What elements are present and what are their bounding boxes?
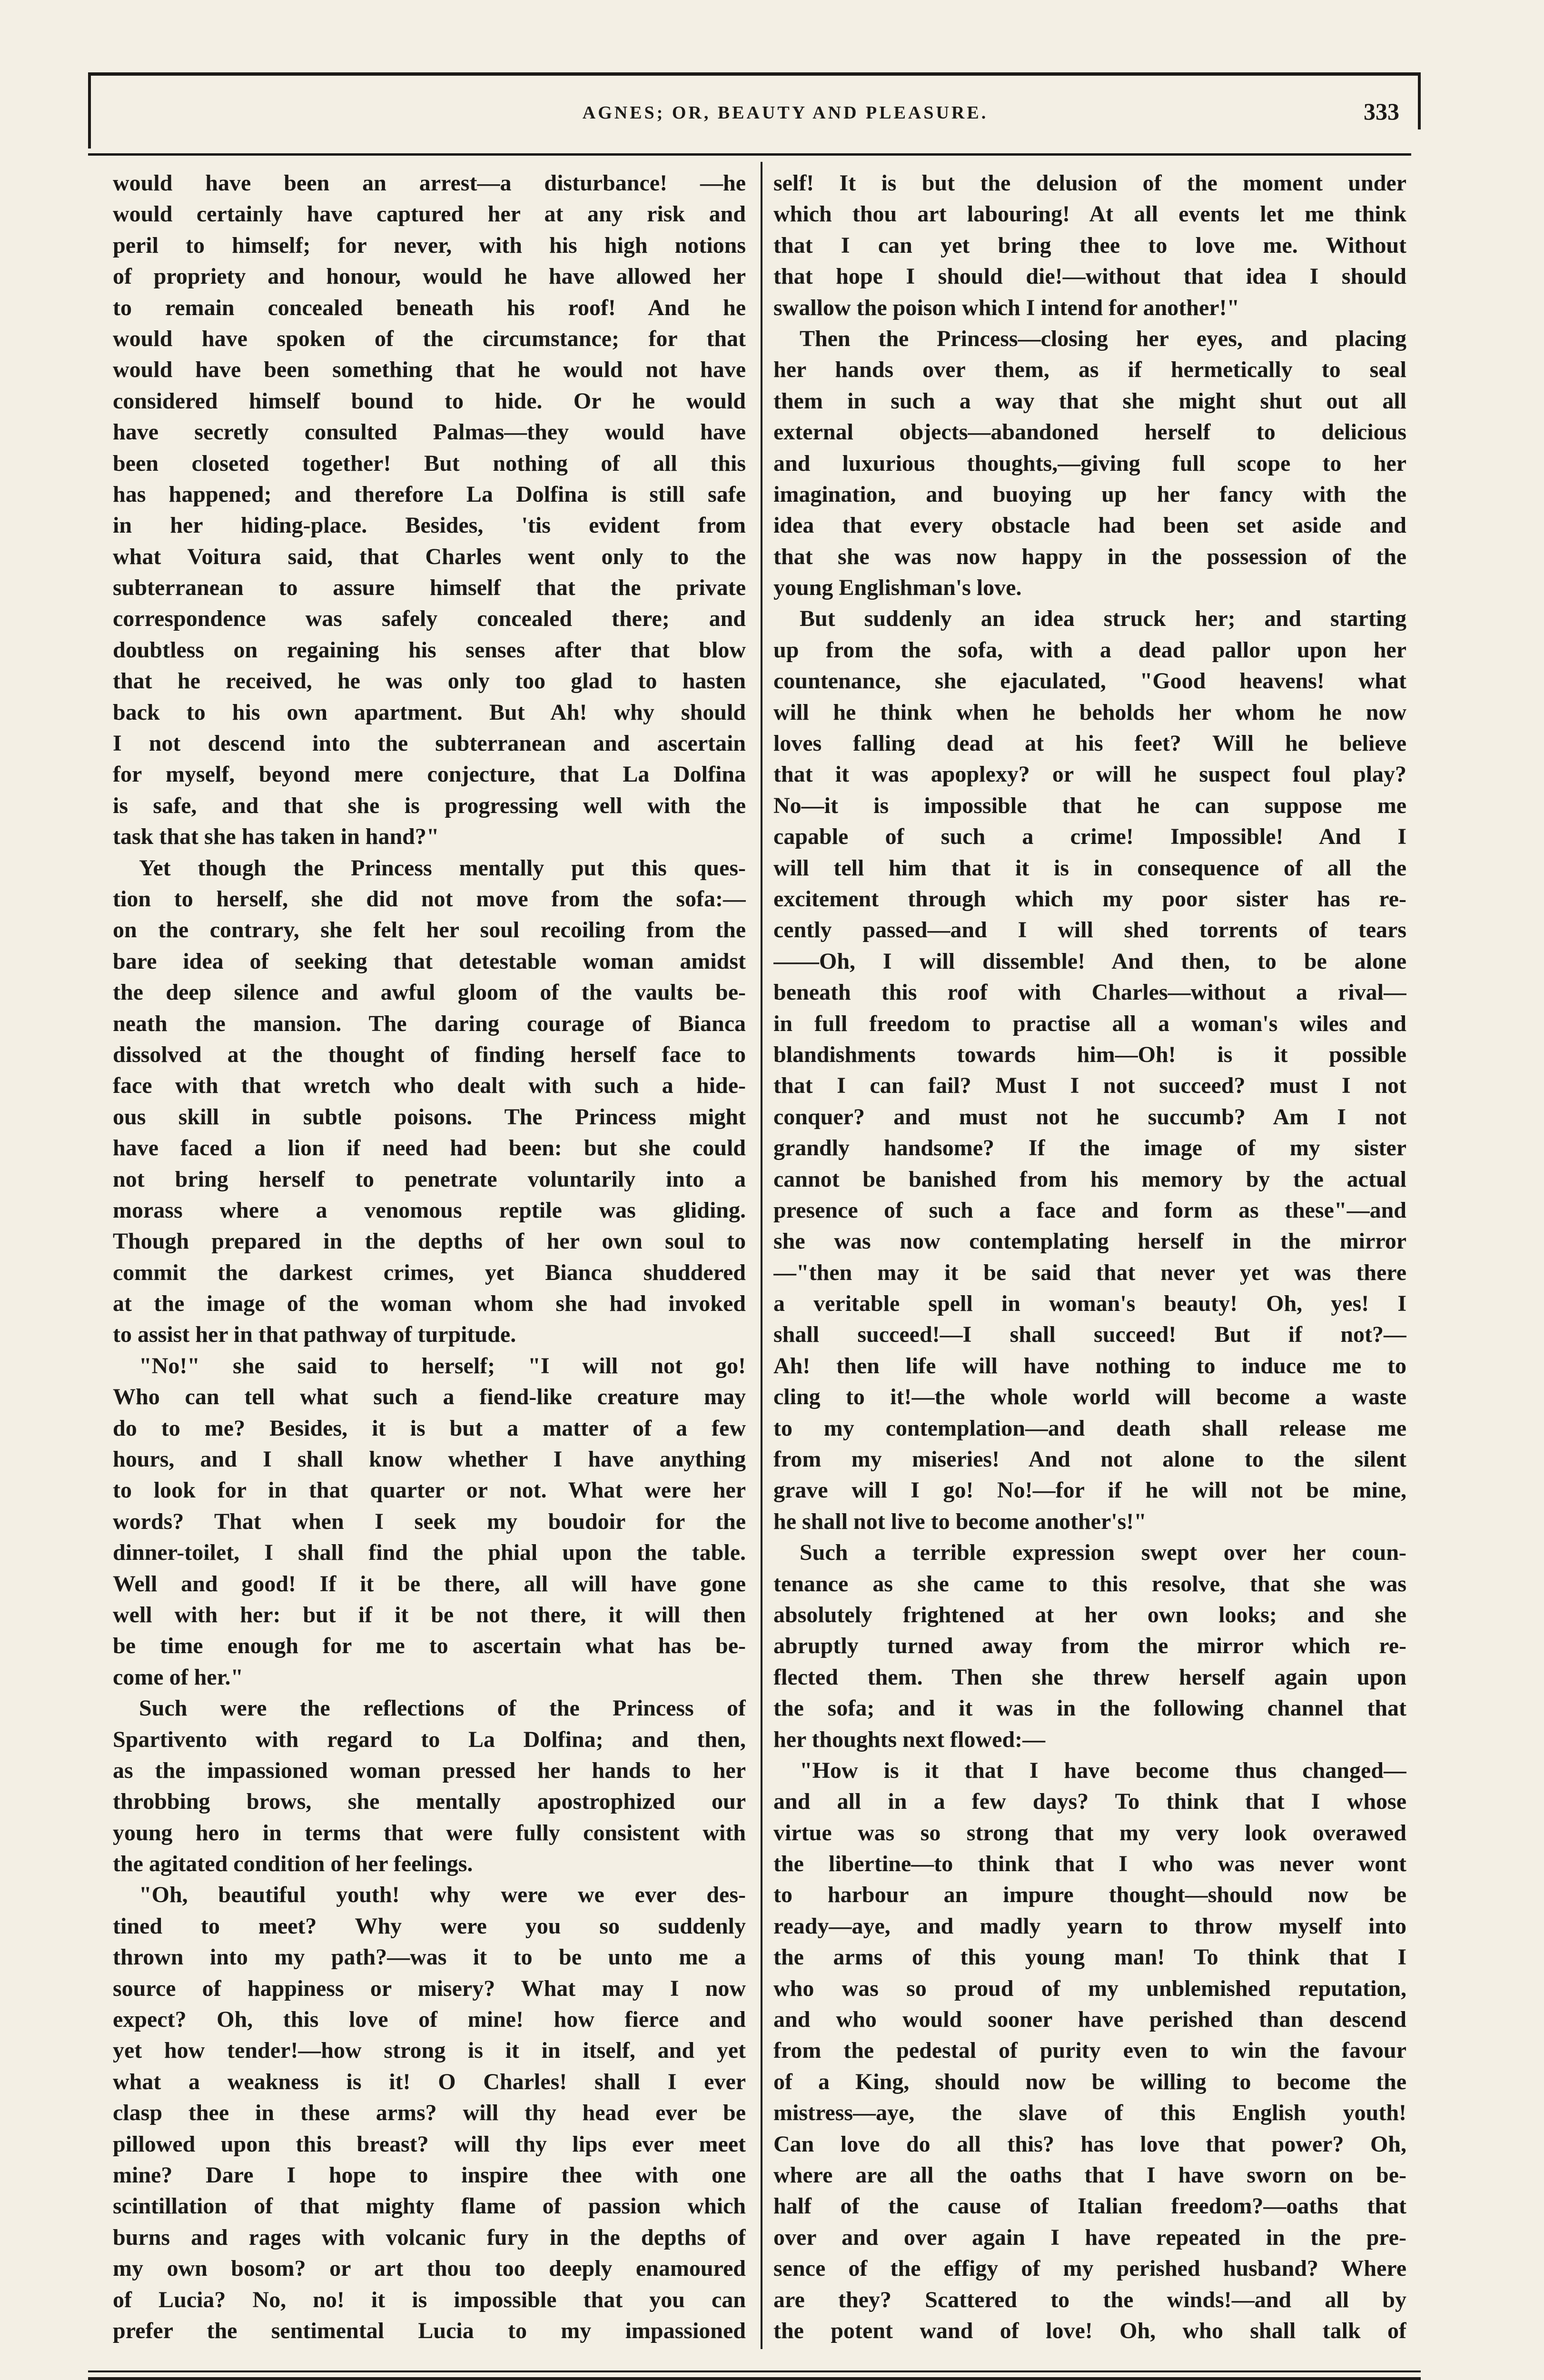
text-line: up from the sofa, with a dead pallor upon her [773, 637, 1406, 663]
text-line: half of the cause of Italian freedom?—oaths that [773, 2193, 1406, 2219]
text-line: my own bosom? or art thou too deeply enamoured [113, 2256, 746, 2281]
text-line: ous skill in subtle poisons. The Princess might [113, 1104, 746, 1130]
right-frame-edge [1418, 72, 1421, 129]
text-line: sence of the effigy of my perished husband? Where [773, 2256, 1406, 2281]
text-line: over and over again I have repeated in the pre- [773, 2224, 1406, 2250]
text-line: not bring herself to penetrate voluntarily into a [113, 1166, 746, 1192]
text-line: conquer? and must not he succumb? Am I not [773, 1104, 1406, 1130]
running-title: AGNES; OR, BEAUTY AND PLEASURE. [582, 103, 989, 123]
text-line: young Englishman's love. [773, 575, 1022, 601]
text-line: would have been an arrest—a disturbance! —he [113, 170, 746, 196]
text-line: Can love do all this? has love that power? Oh, [773, 2131, 1406, 2157]
text-line: in full freedom to practise all a woman's wiles and [773, 1011, 1406, 1036]
text-line: tion to herself, she did not move from the sofa:— [113, 886, 746, 912]
text-line: the potent wand of love! Oh, who shall talk of [773, 2318, 1406, 2343]
text-line: source of happiness or misery? What may I now [113, 1975, 746, 2001]
text-line: idea that every obstacle had been set aside and [773, 513, 1406, 538]
text-line: Well and good! If it be there, all will have gone [113, 1571, 746, 1597]
text-line: mine? Dare I hope to inspire thee with one [113, 2162, 746, 2188]
text-line: are they? Scattered to the winds!—and all by [773, 2287, 1406, 2312]
header-rule [88, 153, 1411, 156]
text-line: of propriety and honour, would he have allowed her [113, 264, 746, 289]
text-line: dissolved at the thought of finding herself face to [113, 1041, 746, 1067]
text-line: that he received, he was only too glad to hasten [113, 668, 746, 694]
text-line: clasp thee in these arms? will thy head ever be [113, 2100, 746, 2126]
text-line: young hero in terms that were fully consistent with [113, 1820, 746, 1845]
text-line: hours, and I shall know whether I have anything [113, 1447, 746, 1472]
text-line: words? That when I seek my boudoir for the [113, 1508, 746, 1534]
text-line: as the impassioned woman pressed her hands to her [113, 1757, 746, 1783]
text-line: throbbing brows, she mentally apostrophized our [113, 1789, 746, 1815]
text-line: burns and rages with volcanic fury in the depths of [113, 2224, 746, 2250]
text-line: doubtless on regaining his senses after that blow [113, 637, 746, 663]
text-line: Though prepared in the depths of her own soul to [113, 1229, 746, 1254]
left-frame-edge [88, 72, 91, 149]
text-line: cling to it!—the whole world will become a waste [773, 1384, 1406, 1410]
text-line: he shall not live to become another's!" [773, 1508, 1147, 1534]
text-line: expect? Oh, this love of mine! how fierce and [113, 2007, 746, 2033]
paragraph-start: But suddenly an idea struck her; and starting [800, 606, 1406, 632]
text-line: cently passed—and I will shed torrents of tears [773, 917, 1406, 943]
column-divider [761, 162, 762, 2349]
text-line: ——Oh, I will dissemble! And then, to be alone [773, 948, 1406, 974]
text-line: her thoughts next flowed:— [773, 1726, 1046, 1752]
text-line: come of her." [113, 1664, 244, 1690]
text-line: that it was apoplexy? or will he suspect foul play? [773, 762, 1406, 787]
text-line: a veritable spell in woman's beauty! Oh, yes! I [773, 1291, 1406, 1317]
text-line: be time enough for me to ascertain what has be- [113, 1633, 746, 1659]
paragraph-start: Yet though the Princess mentally put this ques- [139, 855, 746, 881]
right-column [773, 168, 1406, 2346]
text-line: that I can yet bring thee to love me. Without [773, 232, 1406, 258]
text-line: tined to meet? Why were you so suddenly [113, 1913, 746, 1939]
text-line: the sofa; and it was in the following channel that [773, 1696, 1406, 1721]
text-line: she was now contemplating herself in the mirror [773, 1229, 1406, 1254]
text-line: to remain concealed beneath his roof! And he [113, 295, 746, 320]
text-line: absolutely frightened at her own looks; and she [773, 1602, 1406, 1627]
paragraph-start: "How is it that I have become thus changed— [800, 1757, 1406, 1783]
text-line: shall succeed!—I shall succeed! But if not?— [773, 1322, 1406, 1348]
text-line: at the image of the woman whom she had invoked [113, 1291, 746, 1317]
text-line: of Lucia? No, no! it is impossible that you can [113, 2287, 746, 2312]
text-line: external objects—abandoned herself to delicious [773, 419, 1406, 445]
text-line: No—it is impossible that he can suppose me [773, 793, 1406, 818]
text-line: the agitated condition of her feelings. [113, 1851, 473, 1877]
bottom-rule-thick [88, 2377, 1421, 2380]
text-line: mistress—aye, the slave of this English youth! [773, 2100, 1406, 2126]
text-line: peril to himself; for never, with his high notions [113, 232, 746, 258]
text-line: pillowed upon this breast? will thy lips ever meet [113, 2131, 746, 2157]
left-column [113, 168, 746, 2346]
text-line: and all in a few days? To think that I whose [773, 1789, 1406, 1815]
text-line: grave will I go! No!—for if he will not be mine, [773, 1478, 1406, 1503]
text-line: abruptly turned away from the mirror which re- [773, 1633, 1406, 1659]
text-line: what a weakness is it! O Charles! shall I ever [113, 2069, 746, 2094]
text-line: virtue was so strong that my very look overawed [773, 1820, 1406, 1845]
text-line: that she was now happy in the possession of the [773, 544, 1406, 569]
text-line: and who would sooner have perished than descend [773, 2007, 1406, 2033]
text-line: dinner-toilet, I shall find the phial upon the table. [113, 1540, 746, 1566]
text-line: countenance, she ejaculated, "Good heavens! what [773, 668, 1406, 694]
text-line: I not descend into the subterranean and ascertain [113, 731, 746, 756]
text-line: for myself, beyond mere conjecture, that La Dolfina [113, 762, 746, 787]
text-line: considered himself bound to hide. Or he would [113, 388, 746, 414]
text-line: would have been something that he would not have [113, 357, 746, 383]
top-rule [88, 72, 1421, 76]
text-line: would have spoken of the circumstance; for that [113, 326, 746, 351]
text-line: yet how tender!—how strong is it in itself, and yet [113, 2038, 746, 2063]
text-line: subterranean to assure himself that the private [113, 575, 746, 601]
text-line: would certainly have captured her at any risk and [113, 201, 746, 227]
text-line: back to his own apartment. But Ah! why should [113, 699, 746, 725]
text-line: imagination, and buoying up her fancy with the [773, 481, 1406, 507]
text-line: that I can fail? Must I not succeed? must I not [773, 1073, 1406, 1099]
text-line: swallow the poison which I intend for another!" [773, 295, 1240, 320]
paragraph-start: "No!" she said to herself; "I will not go! [139, 1353, 746, 1378]
text-line: is safe, and that she is progressing well with the [113, 793, 746, 818]
text-line: from the pedestal of purity even to win the favour [773, 2038, 1406, 2063]
text-line: Ah! then life will have nothing to induce me to [773, 1353, 1406, 1378]
paragraph-start: "Oh, beautiful youth! why were we ever des- [139, 1882, 746, 1908]
text-line: the libertine—to think that I who was never wont [773, 1851, 1406, 1877]
text-line: who was so proud of my unblemished reputation, [773, 1975, 1406, 2001]
text-line: what Voitura said, that Charles went only to the [113, 544, 746, 569]
text-line: the deep silence and awful gloom of the vaults be- [113, 980, 746, 1005]
text-line: cannot be banished from his memory by the actual [773, 1166, 1406, 1192]
text-line: bare idea of seeking that detestable woman amidst [113, 948, 746, 974]
text-line: excitement through which my poor sister has re- [773, 886, 1406, 912]
text-line: capable of such a crime! Impossible! And I [773, 824, 1406, 850]
paragraph-start: Such a terrible expression swept over her coun- [800, 1540, 1406, 1566]
paragraph-start: Then the Princess—closing her eyes, and placing [800, 326, 1406, 351]
text-line: presence of such a face and form as these"—and [773, 1197, 1406, 1223]
text-line: been closeted together! But nothing of all this [113, 450, 746, 476]
text-line: do to me? Besides, it is but a matter of a few [113, 1415, 746, 1441]
text-line: thrown into my path?—was it to be unto me a [113, 1944, 746, 1970]
paragraph-start: Such were the reflections of the Princess of [139, 1696, 746, 1721]
text-line: where are all the oaths that I have sworn on be- [773, 2162, 1406, 2188]
text-line: to assist her in that pathway of turpitude. [113, 1322, 516, 1348]
text-line: well with her: but if it be not there, it will then [113, 1602, 746, 1627]
text-line: from my miseries! And not alone to the silent [773, 1447, 1406, 1472]
text-line: in her hiding-place. Besides, 'tis evident from [113, 513, 746, 538]
text-line: correspondence was safely concealed there; and [113, 606, 746, 632]
text-line: her hands over them, as if hermetically to seal [773, 357, 1406, 383]
text-line: flected them. Then she threw herself again upon [773, 1664, 1406, 1690]
text-line: have faced a lion if need had been: but she could [113, 1135, 746, 1161]
page-number: 333 [1364, 98, 1399, 125]
text-line: ready—aye, and madly yearn to throw myself into [773, 1913, 1406, 1939]
text-line: and luxurious thoughts,—giving full scope to her [773, 450, 1406, 476]
text-line: self! It is but the delusion of the moment under [773, 170, 1406, 196]
text-line: to my contemplation—and death shall release me [773, 1415, 1406, 1441]
text-line: will he think when he beholds her whom he now [773, 699, 1406, 725]
text-line: —"then may it be said that never yet was there [773, 1259, 1406, 1285]
text-line: has happened; and therefore La Dolfina is still safe [113, 481, 746, 507]
text-line: blandishments towards him—Oh! is it possible [773, 1041, 1406, 1067]
text-line: will tell him that it is in consequence of all the [773, 855, 1406, 881]
text-line: of a King, should now be willing to become the [773, 2069, 1406, 2094]
text-line: to look for in that quarter or not. What were her [113, 1478, 746, 1503]
text-line: Who can tell what such a fiend-like creature may [113, 1384, 746, 1410]
text-line: to harbour an impure thought—should now be [773, 1882, 1406, 1908]
bottom-rule-thin [88, 2370, 1421, 2372]
text-line: commit the darkest crimes, yet Bianca shuddered [113, 1259, 746, 1285]
text-line: on the contrary, she felt her soul recoiling from the [113, 917, 746, 943]
text-line: beneath this roof with Charles—without a rival— [773, 980, 1406, 1005]
text-line: the arms of this young man! To think that I [773, 1944, 1406, 1970]
text-line: face with that wretch who dealt with such a hide- [113, 1073, 746, 1099]
text-line: prefer the sentimental Lucia to my impassioned [113, 2318, 746, 2343]
text-line: have secretly consulted Palmas—they would have [113, 419, 746, 445]
text-line: scintillation of that mighty flame of passion which [113, 2193, 746, 2219]
text-line: which thou art labouring! At all events let me think [773, 201, 1406, 227]
text-line: grandly handsome? If the image of my sister [773, 1135, 1406, 1161]
text-line: loves falling dead at his feet? Will he believe [773, 731, 1406, 756]
text-line: them in such a way that she might shut out all [773, 388, 1406, 414]
text-line: task that she has taken in hand?" [113, 824, 439, 850]
text-line: neath the mansion. The daring courage of Bianca [113, 1011, 746, 1036]
text-line: tenance as she came to this resolve, that she was [773, 1571, 1406, 1597]
text-line: morass where a venomous reptile was gliding. [113, 1197, 746, 1223]
text-line: Spartivento with regard to La Dolfina; and then, [113, 1726, 746, 1752]
text-line: that hope I should die!—without that idea I should [773, 264, 1406, 289]
